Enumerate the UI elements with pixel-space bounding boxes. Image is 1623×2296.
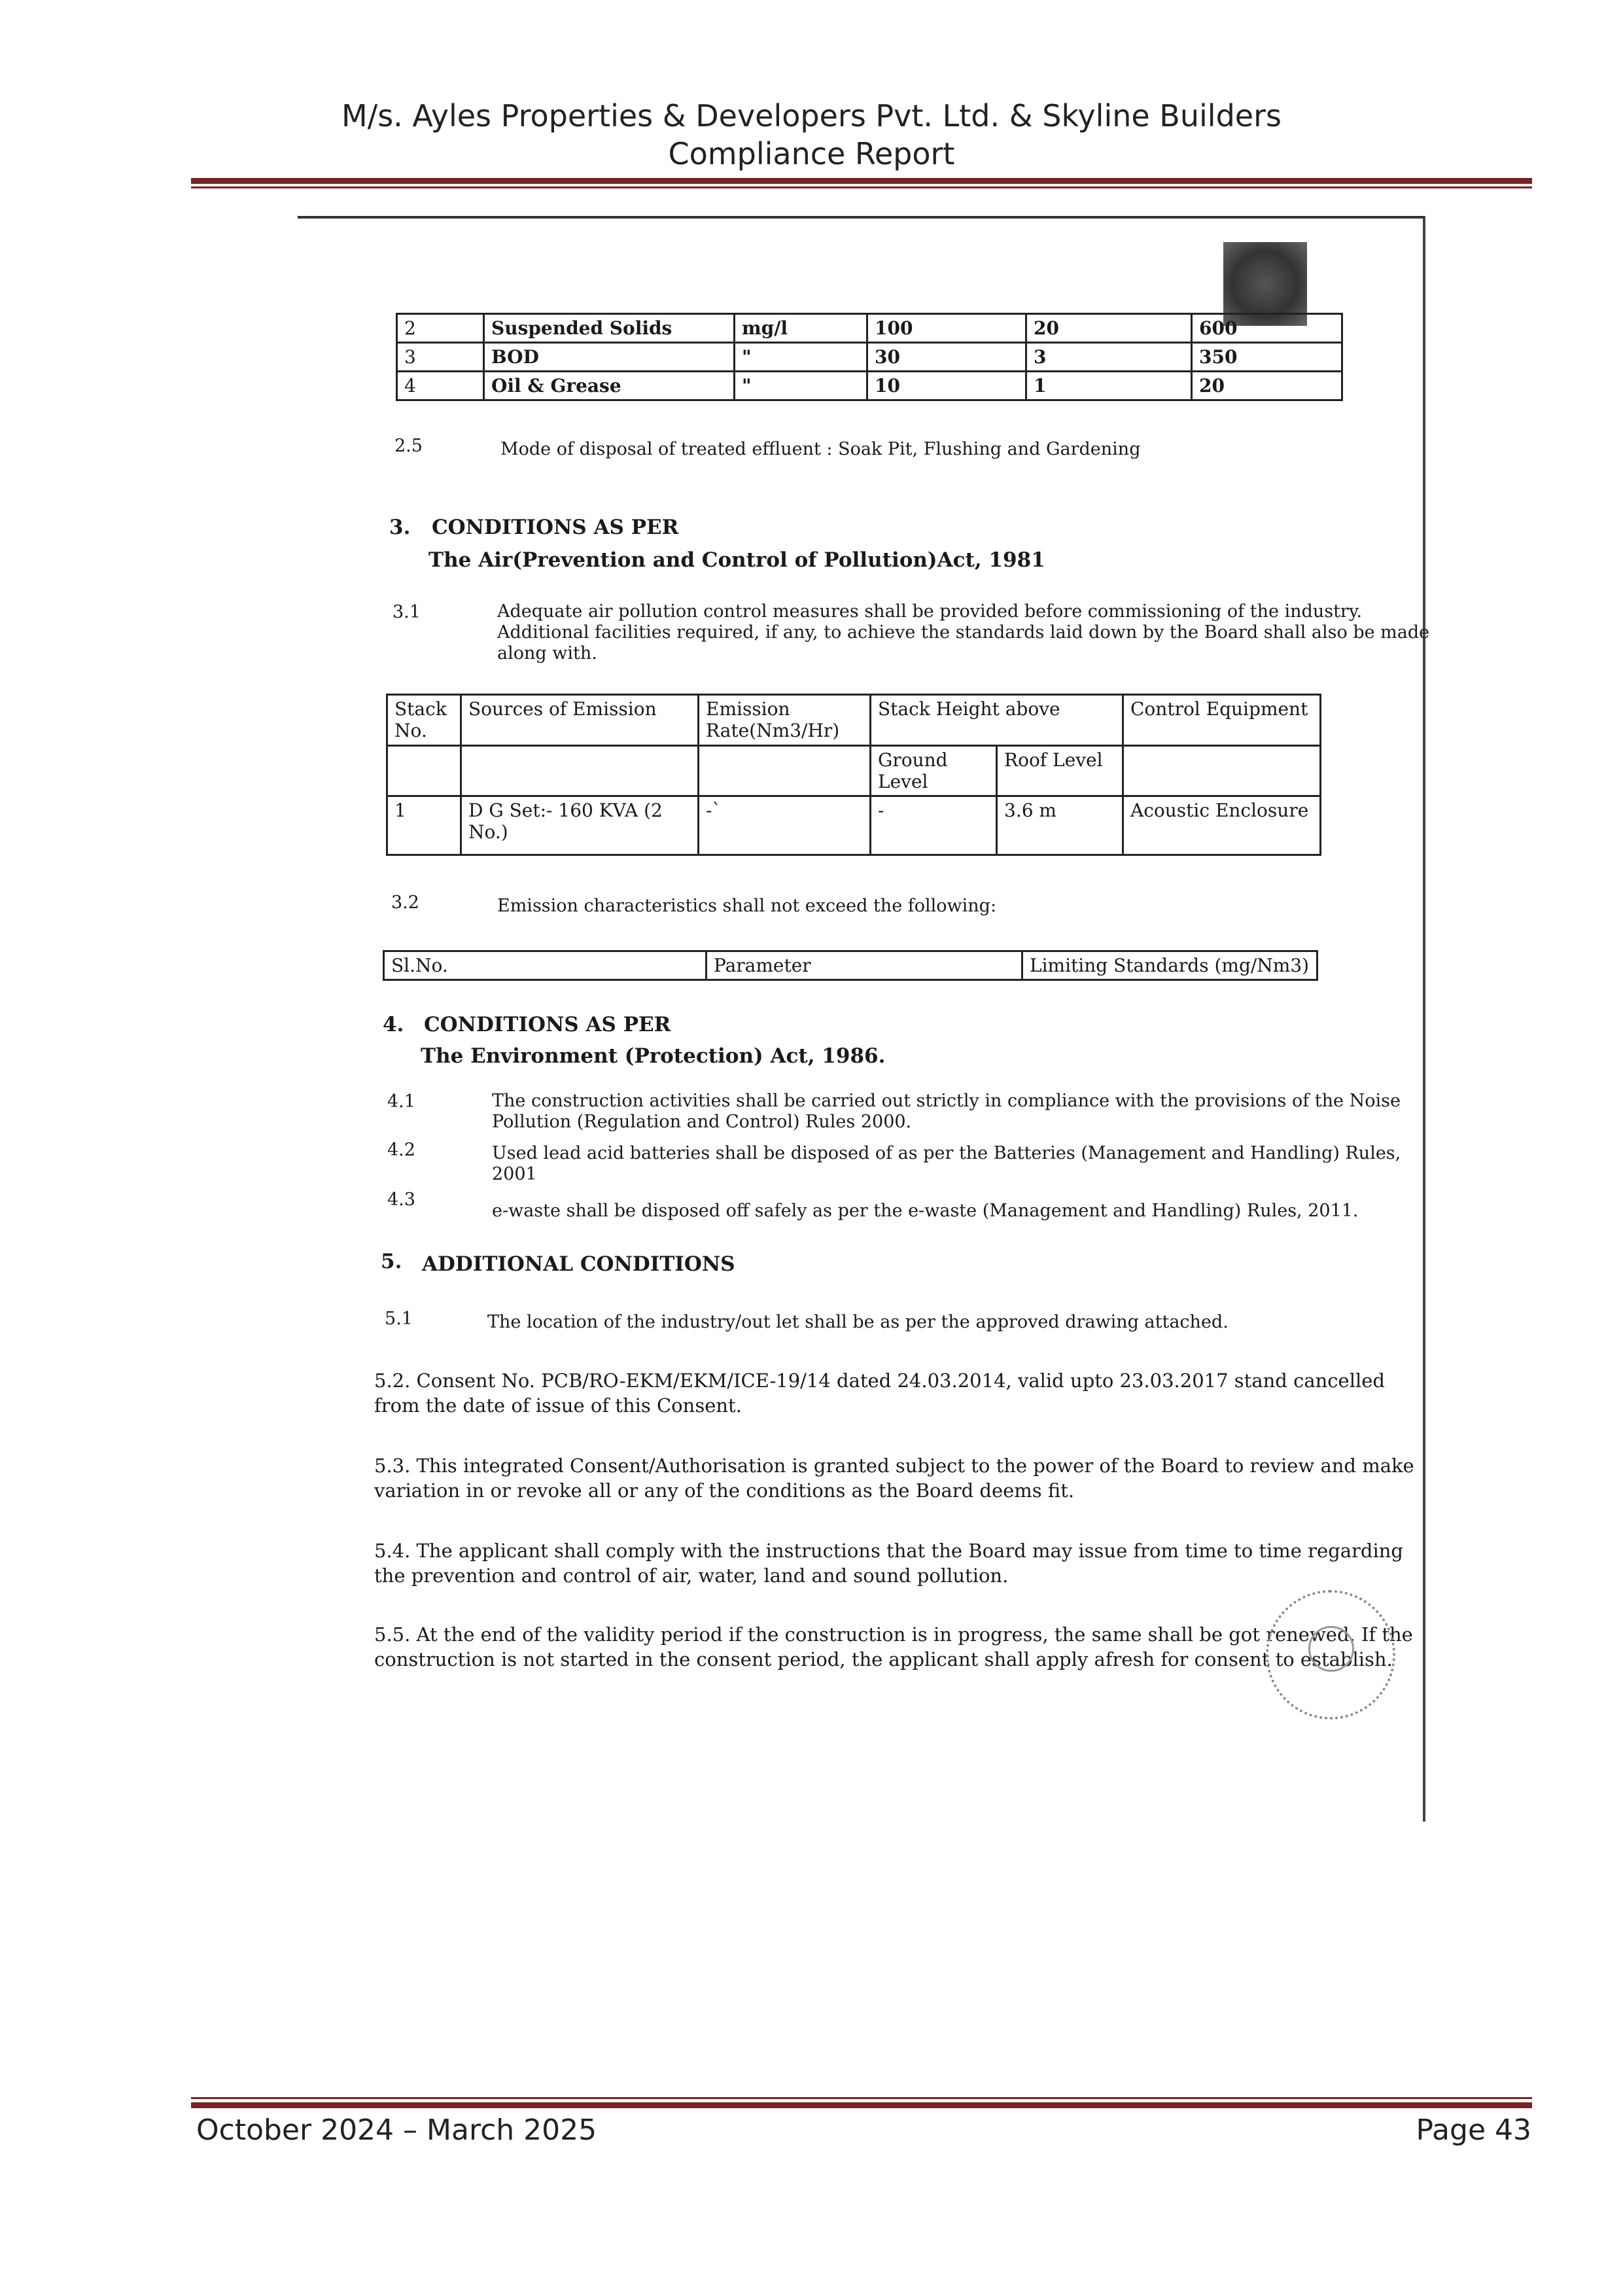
item-3-2-number: 3.2 bbox=[391, 892, 419, 913]
table-row bbox=[397, 314, 1342, 343]
cell-stack-no: 1 bbox=[387, 796, 461, 855]
table-row bbox=[387, 796, 1321, 855]
table-row bbox=[397, 343, 1342, 372]
section-4-subtitle: The Environment (Protection) Act, 1986. bbox=[421, 1044, 886, 1068]
header-stack-height: Stack Height above bbox=[871, 695, 1123, 746]
cell-param: BOD bbox=[484, 343, 735, 372]
header-ground-level: Ground Level bbox=[871, 746, 997, 796]
footer-page-number: Page 43 bbox=[1416, 2113, 1531, 2147]
section-3-title: CONDITIONS AS PER bbox=[432, 516, 679, 539]
cell-no: 4 bbox=[397, 372, 484, 400]
para-5-2-line1: 5.2. Consent No. PCB/RO-EKM/EKM/ICE-19/14 dated 24.03.2014, valid upto 23.03.2017 stand cancelled bbox=[374, 1369, 1385, 1392]
section-3-subtitle: The Air(Prevention and Control of Pollution)Act, 1981 bbox=[428, 548, 1045, 572]
cell-param: Suspended Solids bbox=[484, 314, 735, 343]
header-control-equipment: Control Equipment bbox=[1123, 695, 1321, 746]
cell-value: 600 bbox=[1192, 314, 1342, 343]
header-sl-no: Sl.No. bbox=[384, 951, 707, 980]
header-roof-level: Roof Level bbox=[997, 746, 1123, 796]
table-header-row bbox=[384, 951, 1318, 980]
header-rule-thin bbox=[191, 186, 1532, 188]
header-subtitle: Compliance Report bbox=[668, 136, 955, 171]
item-5-1-text: The location of the industry/out let shall be as per the approved drawing attached. bbox=[487, 1312, 1229, 1332]
para-5-3-line2: variation in or revoke all or any of the conditions as the Board deems fit. bbox=[374, 1479, 1075, 1502]
item-3-1-line3: along with. bbox=[497, 643, 597, 663]
item-4-3-line1: e-waste shall be disposed off safely as per the e-waste (Management and Handling) Rules, 2011. bbox=[492, 1201, 1359, 1221]
header-limiting-standards: Limiting Standards (mg/Nm3) bbox=[1022, 951, 1318, 980]
header-stack-no: Stack No. bbox=[387, 695, 461, 746]
cell-value: 30 bbox=[867, 343, 1026, 372]
cell-value: 10 bbox=[867, 372, 1026, 400]
table-row bbox=[397, 372, 1342, 400]
item-4-1-line1: The construction activities shall be carried out strictly in compliance with the provisions of the Noise bbox=[492, 1091, 1401, 1111]
section-4-title: CONDITIONS AS PER bbox=[424, 1013, 671, 1036]
item-3-2-text: Emission characteristics shall not exceed the following: bbox=[497, 896, 997, 916]
section-4-number: 4. bbox=[383, 1013, 404, 1036]
cell-param: Oil & Grease bbox=[484, 372, 735, 400]
para-5-5-line2: construction is not started in the consent period, the applicant shall apply afresh for consent to establish. bbox=[374, 1648, 1393, 1670]
footer-period: October 2024 – March 2025 bbox=[196, 2113, 597, 2147]
para-5-2-line2: from the date of issue of this Consent. bbox=[374, 1394, 742, 1417]
para-5-4-line2: the prevention and control of air, water, land and sound pollution. bbox=[374, 1564, 1009, 1587]
cell-source: D G Set:- 160 KVA (2 No.) bbox=[461, 796, 699, 855]
header-title: M/s. Ayles Properties & Developers Pvt. Ltd. & Skyline Builders bbox=[341, 98, 1282, 133]
header-rule-thick bbox=[191, 178, 1532, 184]
cell-roof: 3.6 m bbox=[997, 796, 1123, 855]
blank-cell bbox=[461, 746, 699, 796]
section-3-number: 3. bbox=[389, 516, 411, 539]
cell-ground: - bbox=[871, 796, 997, 855]
cell-value: 1 bbox=[1026, 372, 1192, 400]
table-header-row bbox=[387, 695, 1321, 746]
cell-value: 350 bbox=[1192, 343, 1342, 372]
cell-value: 100 bbox=[867, 314, 1026, 343]
item-4-3-number: 4.3 bbox=[387, 1190, 415, 1210]
cell-no: 2 bbox=[397, 314, 484, 343]
footer-rule-thick bbox=[191, 2102, 1532, 2108]
effluent-table bbox=[396, 313, 1343, 401]
table-subheader-row bbox=[387, 746, 1321, 796]
item-4-1-number: 4.1 bbox=[387, 1091, 415, 1112]
blank-cell bbox=[1123, 746, 1321, 796]
para-5-5-line1: 5.5. At the end of the validity period if the construction is in progress, the same shall be got renewed. If the bbox=[374, 1623, 1413, 1646]
emission-standards-table bbox=[383, 950, 1318, 981]
item-3-1-line2: Additional facilities required, if any, to achieve the standards laid down by the Board shall also be made bbox=[497, 622, 1430, 643]
cell-no: 3 bbox=[397, 343, 484, 372]
cell-control: Acoustic Enclosure bbox=[1123, 796, 1321, 855]
blank-cell bbox=[699, 746, 871, 796]
para-5-3-line1: 5.3. This integrated Consent/Authorisation is granted subject to the power of the Board to review and make bbox=[374, 1455, 1414, 1477]
cell-value: 20 bbox=[1026, 314, 1192, 343]
item-2-5-text: Mode of disposal of treated effluent : Soak Pit, Flushing and Gardening bbox=[500, 439, 1141, 459]
item-3-1-line1: Adequate air pollution control measures shall be provided before commissioning of the industry. bbox=[497, 601, 1363, 622]
item-2-5-number: 2.5 bbox=[394, 436, 423, 456]
header-emission-rate: Emission Rate(Nm3/Hr) bbox=[699, 695, 871, 746]
header-parameter: Parameter bbox=[707, 951, 1022, 980]
item-4-2-number: 4.2 bbox=[387, 1140, 415, 1160]
cell-unit: " bbox=[735, 372, 867, 400]
item-4-2-line1: Used lead acid batteries shall be disposed of as per the Batteries (Management and Handling) Rules, bbox=[492, 1143, 1401, 1163]
item-4-1-line2: Pollution (Regulation and Control) Rules 2000. bbox=[492, 1112, 912, 1132]
item-4-2-line2: 2001 bbox=[492, 1164, 537, 1184]
cell-value: 3 bbox=[1026, 343, 1192, 372]
item-3-1-number: 3.1 bbox=[393, 602, 421, 622]
cell-unit: " bbox=[735, 343, 867, 372]
section-5-title: ADDITIONAL CONDITIONS bbox=[422, 1252, 735, 1276]
cell-rate: -` bbox=[699, 796, 871, 855]
official-seal-center bbox=[1308, 1626, 1354, 1672]
stack-table bbox=[386, 694, 1321, 856]
blank-cell bbox=[387, 746, 461, 796]
section-5-number: 5. bbox=[381, 1250, 402, 1273]
footer-rule-thin bbox=[191, 2097, 1532, 2099]
item-5-1-number: 5.1 bbox=[385, 1309, 413, 1329]
cell-unit: mg/l bbox=[735, 314, 867, 343]
para-5-4-line1: 5.4. The applicant shall comply with the instructions that the Board may issue from time to time regarding bbox=[374, 1540, 1403, 1562]
header-source: Sources of Emission bbox=[461, 695, 699, 746]
cell-value: 20 bbox=[1192, 372, 1342, 400]
